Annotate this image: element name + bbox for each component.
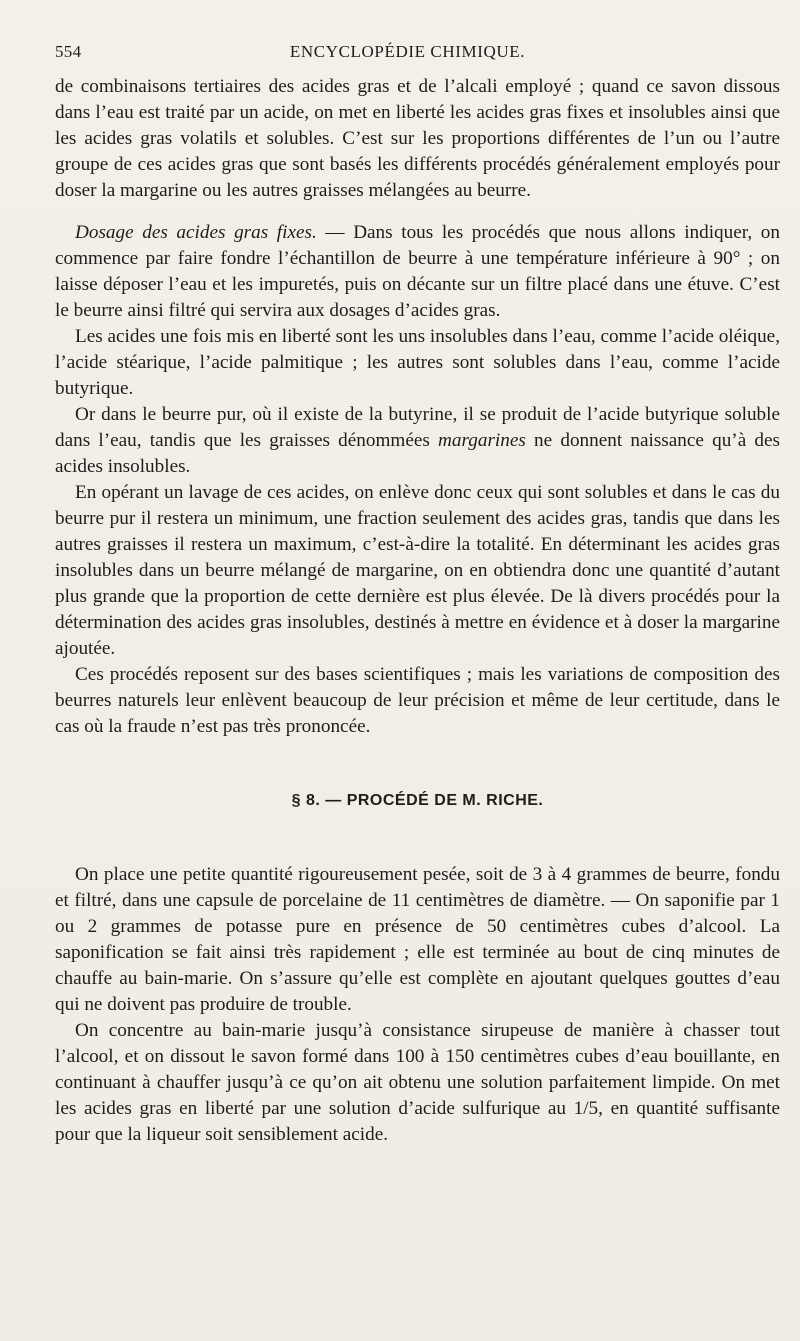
section-heading-text: § 8. — PROCÉDÉ DE M. RICHE. bbox=[291, 792, 544, 809]
section-heading bbox=[55, 788, 780, 814]
paragraph-5: En opérant un lavage de ces acides, on enlève donc ceux qui sont solubles et dans le cas du beurre pur il restera un minimum, une fraction seulement des acides gras, tandis que dans les autres graisses il restera un maximum, c’est-à-dire la totalité. En déterminant les acides gras insolubles dans un beurre mélangé de margarine, on en obtiendra donc une quantité d’autant plus grande que la proportion de cette dernière est plus élevée. De là divers procédés pour la détermination des acides gras insolubles, destinés à mettre en évidence et à doser la margarine ajoutée. bbox=[55, 482, 780, 659]
paragraph-7: On place une petite quantité rigoureusement pesée, soit de 3 à 4 grammes de beurre, fondu et filtré, dans une capsule de porcelaine de 11 centimètres de diamètre. — On saponifie par 1 ou 2 grammes de potasse pure en présence de 50 centimètres cubes d’alcool. La saponification se fait ainsi très rapidement ; elle est terminée au bout de cinq minutes de chauffe au bain-marie. On s’assure qu’elle est complète en ajoutant quelques gouttes d’eau qui ne doivent pas produire de trouble. bbox=[55, 864, 780, 1015]
document-body bbox=[55, 74, 780, 1148]
page-header bbox=[55, 42, 760, 66]
running-title: ENCYCLOPÉDIE CHIMIQUE. bbox=[289, 42, 526, 61]
paragraph-4-text-b: ne donnent naissance qu’à des acides insolubles. bbox=[55, 430, 780, 477]
paragraph-spacer bbox=[55, 204, 780, 220]
paragraph-4-text-a: Or dans le beurre pur, où il existe de la butyrine, il se produit de l’acide butyrique soluble dans l’eau, tandis que les graisses dénommées bbox=[55, 404, 780, 451]
paragraph-1: de combinaisons tertiaires des acides gras et de l’alcali employé ; quand ce savon dissous dans l’eau est traité par un acide, on met en liberté les acides gras fixes et insolubles ainsi que les acides gras volatils et solubles. C’est sur les proportions différentes de l’un ou l’autre groupe de ces acides gras que sont basés les différents procédés généralement employés pour doser la margarine ou les autres graisses mélangées au beurre. bbox=[55, 76, 780, 201]
paragraph-4-italic: margarines bbox=[438, 430, 526, 451]
page-number: 554 bbox=[55, 42, 82, 61]
paragraph-2 bbox=[55, 220, 780, 324]
paragraph-2-text: — Dans tous les procédés que nous allons indiquer, on commence par faire fondre l’échantillon de beurre à une température inférieure à 90° ; on laisse déposer l’eau et les impuretés, puis on décante sur un filtre placé dans une étuve. C’est le beurre ainsi filtré qui servira aux dosages d’acides gras. bbox=[55, 222, 780, 321]
subsection-title: Dosage des acides gras fixes. bbox=[75, 222, 317, 243]
paragraph-8: On concentre au bain-marie jusqu’à consistance sirupeuse de manière à chasser tout l’alcool, et on dissout le savon formé dans 100 à 150 centimètres cubes d’eau bouillante, en continuant à chauffer jusqu’à ce qu’on ait obtenu une solution parfaitement limpide. On met les acides gras en liberté par une solution d’acide sulfurique au 1/5, en quantité suffisante pour que la liqueur soit sensiblement acide. bbox=[55, 1020, 780, 1145]
paragraph-6: Ces procédés reposent sur des bases scientifiques ; mais les variations de composition des beurres naturels leur enlèvent beaucoup de leur précision et même de leur certitude, dans le cas où la fraude n’est pas très prononcée. bbox=[55, 664, 780, 737]
paragraph-3: Les acides une fois mis en liberté sont les uns insolubles dans l’eau, comme l’acide oléique, l’acide stéarique, l’acide palmitique ; les autres sont solubles dans l’eau, comme l’acide butyrique. bbox=[55, 326, 780, 399]
paragraph-4 bbox=[55, 402, 780, 480]
